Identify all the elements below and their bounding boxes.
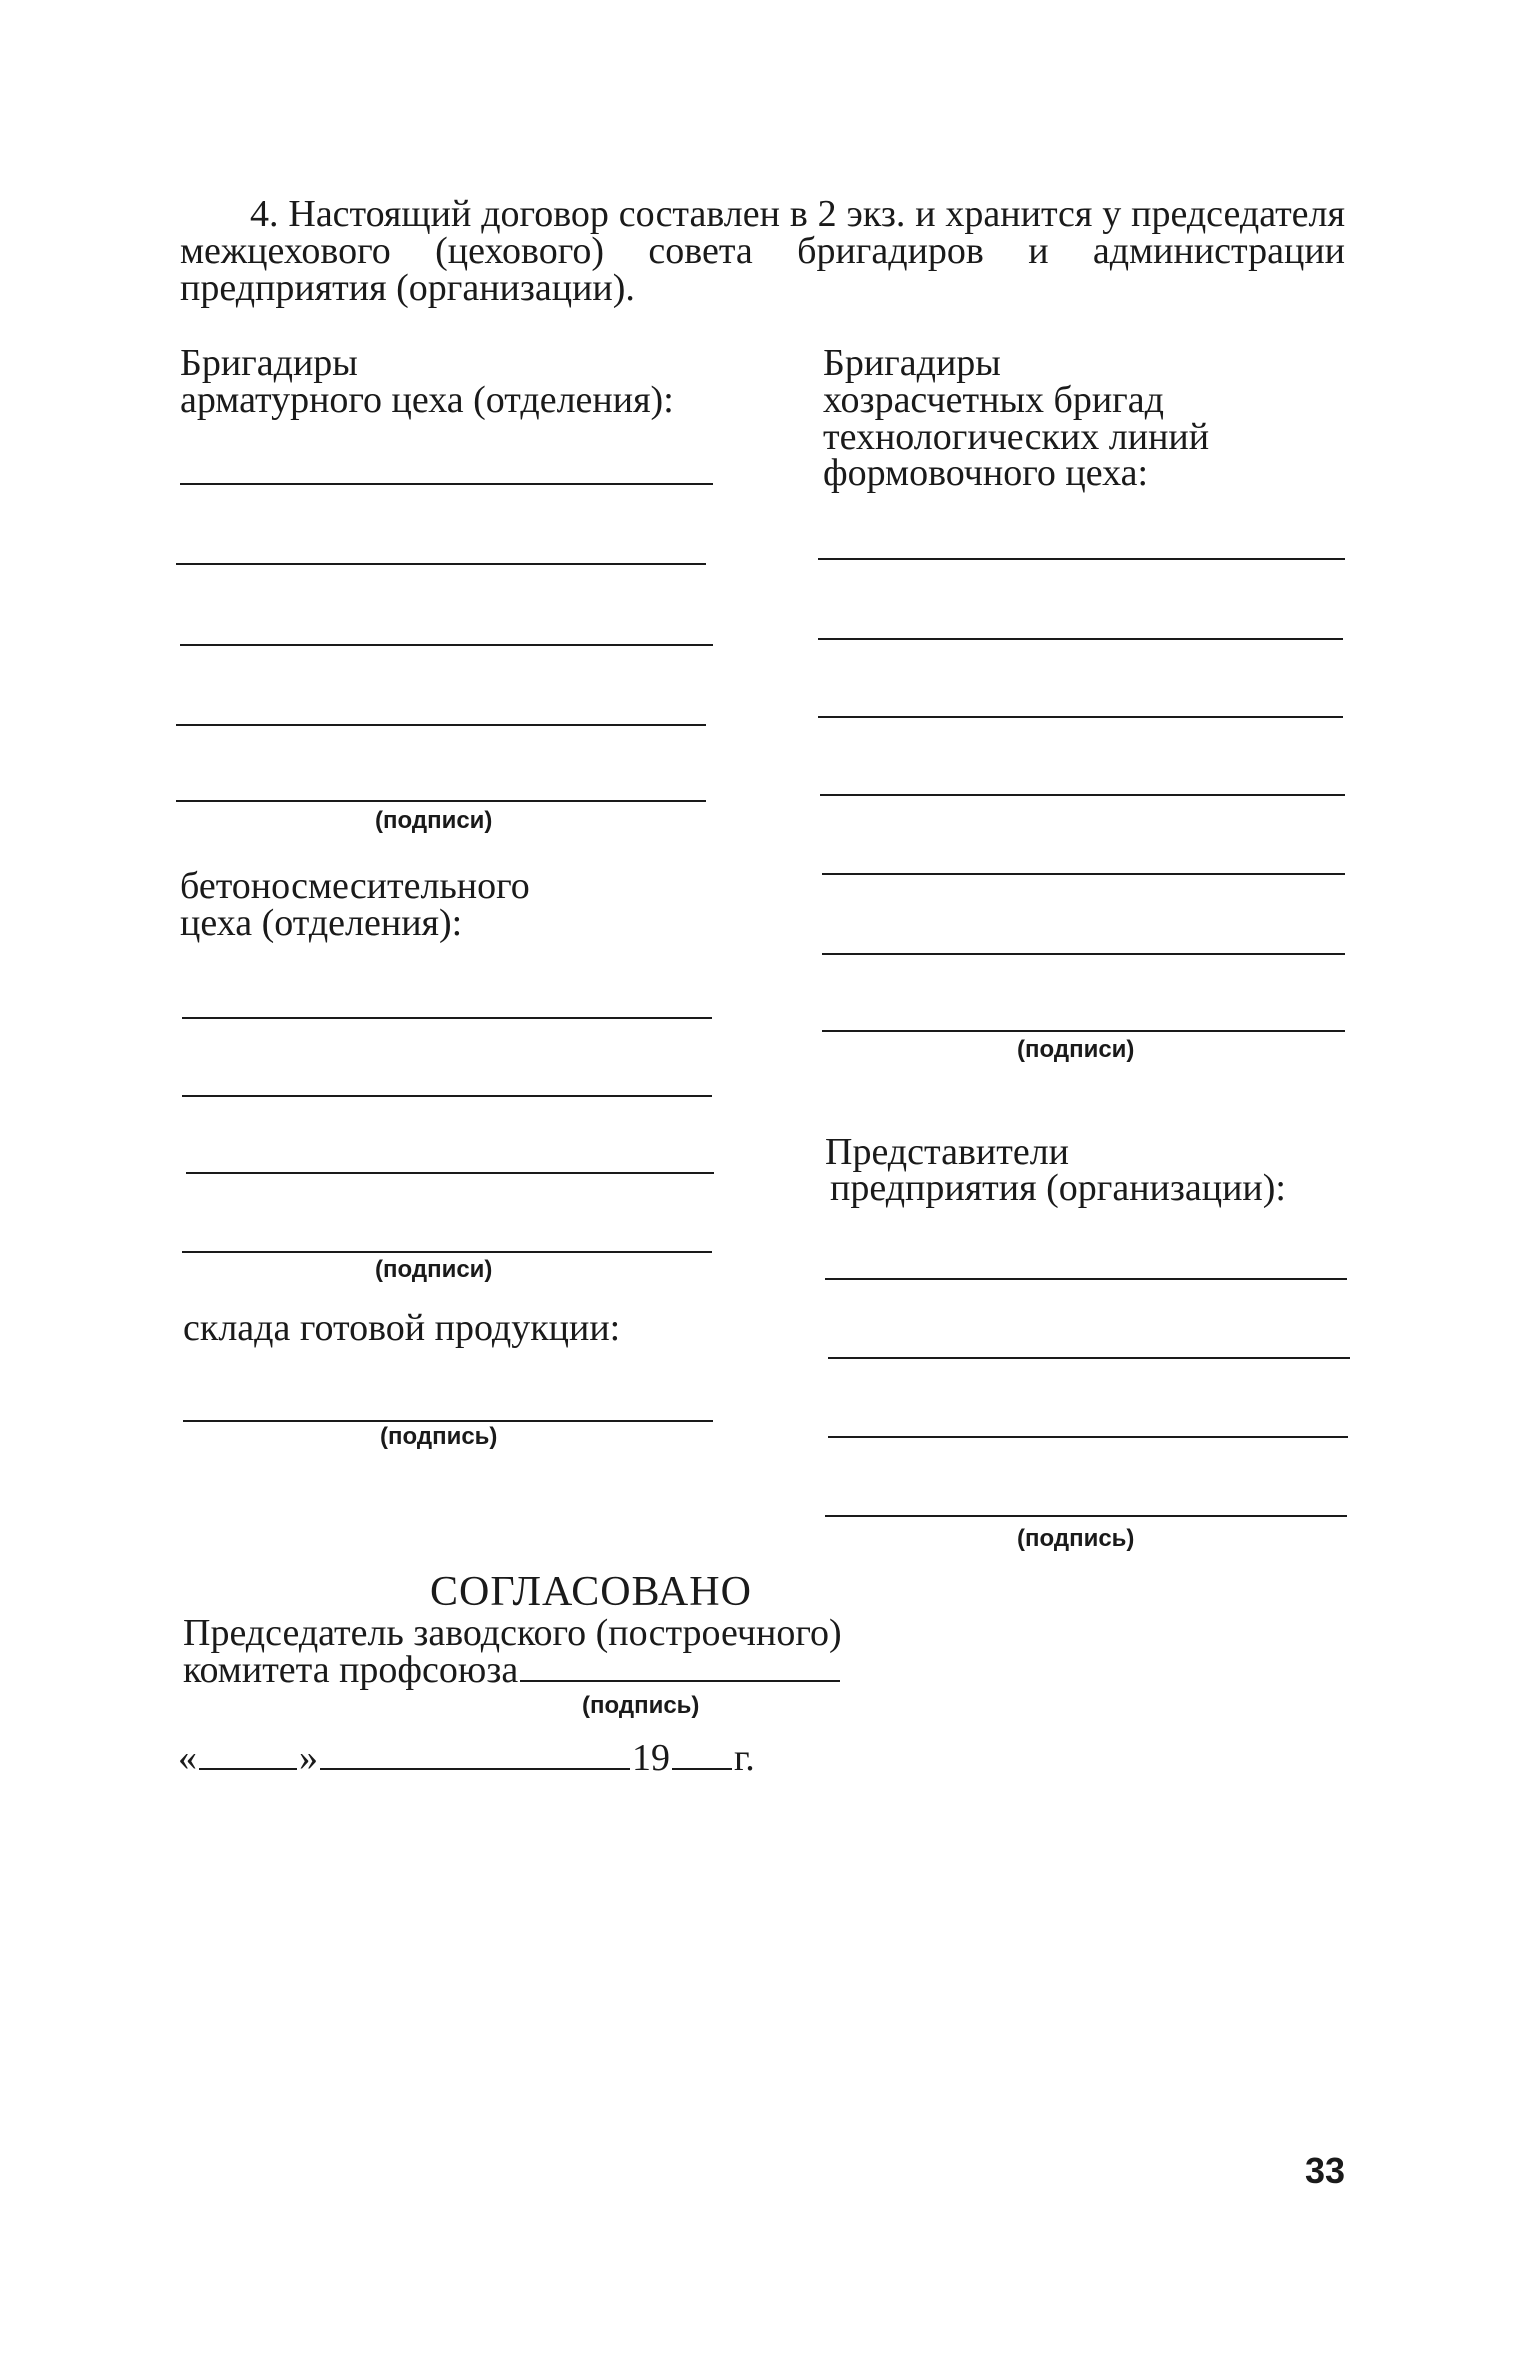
armature-signature-line-1[interactable] [180,483,713,485]
approval-line2 [183,1649,842,1691]
reps-label-line1: Представители [825,1131,1069,1173]
brigades-signature-line-2[interactable] [818,638,1343,640]
reps-signature-line-3[interactable] [828,1436,1348,1438]
brigades-label-line1: Бригадиры [823,342,1001,384]
brigades-signature-line-4[interactable] [820,794,1345,796]
armature-signatures-caption: (подписи) [375,807,493,834]
concrete-label-line1: бетоносмесительного [180,865,530,907]
warehouse-signature-line[interactable] [183,1420,713,1422]
approval-heading: СОГЛАСОВАНО [430,1569,752,1615]
reps-signature-line-1[interactable] [825,1278,1347,1280]
date-line [178,1737,755,1779]
brigades-signature-line-5[interactable] [822,873,1345,875]
concrete-signature-line-1[interactable] [182,1017,712,1019]
date-open-quote: « [178,1737,197,1779]
brigades-signature-line-6[interactable] [822,953,1345,955]
armature-signature-line-4[interactable] [176,724,706,726]
armature-signature-line-3[interactable] [180,644,713,646]
union-chair-signature-line[interactable] [520,1680,840,1682]
brigades-signatures-caption: (подписи) [1017,1036,1135,1063]
warehouse-signature-caption: (подпись) [380,1423,498,1450]
armature-label-line1: Бригадиры [180,342,358,384]
approval-line1: Председатель заводского (построечного) [183,1612,842,1654]
date-close-quote: » [299,1737,318,1779]
date-year-suffix: г. [734,1737,755,1779]
union-chair-signature-caption: (подпись) [582,1692,700,1719]
brigades-label-line4: формовочного цеха: [823,452,1149,494]
brigades-signature-line-1[interactable] [818,558,1345,560]
reps-label-line2: предприятия (организации): [830,1167,1286,1209]
concrete-signatures-caption: (подписи) [375,1256,493,1283]
concrete-label-line2: цеха (отделения): [180,902,463,944]
concrete-signature-line-3[interactable] [186,1172,714,1174]
armature-label-line2: арматурного цеха (отделения): [180,379,674,421]
armature-signature-line-2[interactable] [176,563,706,565]
page-number: 33 [1305,2150,1346,2191]
brigades-label-line2: хозрасчетных бригад [823,379,1164,421]
reps-signature-line-2[interactable] [828,1357,1350,1359]
concrete-signature-line-2[interactable] [182,1095,712,1097]
date-day-field[interactable] [199,1768,297,1770]
date-year-prefix: 19 [632,1737,670,1779]
concrete-signature-line-4[interactable] [182,1251,712,1253]
date-year-field[interactable] [672,1768,732,1770]
armature-signature-line-5[interactable] [176,800,706,802]
brigades-label-line3: технологических линий [823,416,1210,458]
approval-line2-text: комитета профсоюза [183,1649,519,1691]
brigades-signature-line-3[interactable] [818,716,1343,718]
brigades-signature-line-7[interactable] [822,1030,1345,1032]
warehouse-label: склада готовой продукции: [183,1307,621,1349]
date-month-field[interactable] [320,1768,630,1770]
reps-signature-caption: (подпись) [1017,1525,1135,1552]
reps-signature-line-4[interactable] [825,1515,1347,1517]
intro-paragraph: 4. Настоящий договор составлен в 2 экз. и хранится у председателя межцехового (цехового) совета бригадиров и администрации предприятия (организации). [180,193,1345,309]
